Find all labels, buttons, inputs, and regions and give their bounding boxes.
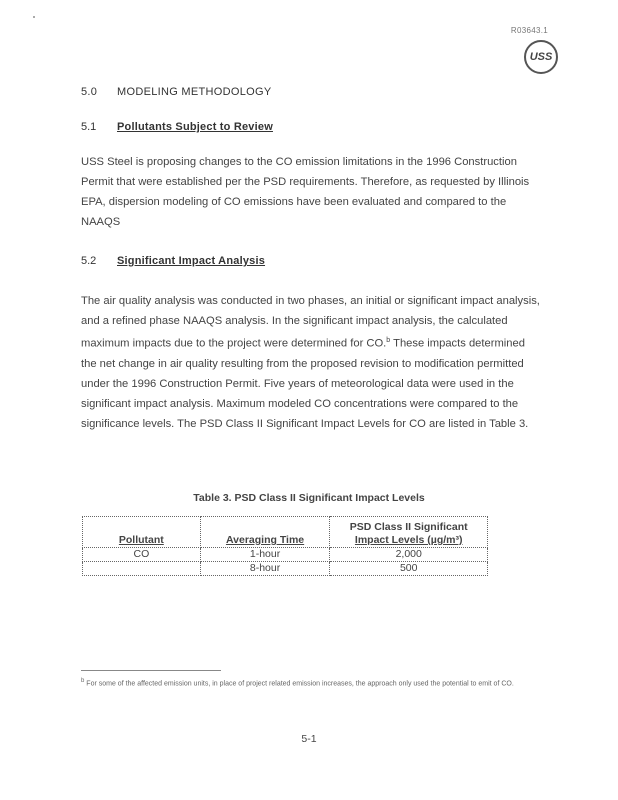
paragraph-pollutants: USS Steel is proposing changes to the CO emission limitations in the 1996 Construction Permit that were established per the PSD requirements. Therefore, as requested by Illinois EPA, dispersion modeling of CO emissions have been evaluated and compared to the NAAQS <box>81 156 530 228</box>
cell-averaging-time: 1-hour <box>200 548 330 562</box>
impact-levels-table <box>82 516 488 576</box>
subsection-heading-5-2 <box>81 255 265 267</box>
section-title: MODELING METHODOLOGY <box>117 86 272 98</box>
cell-impact-level: 2,000 <box>330 548 488 562</box>
paragraph-impact-analysis <box>81 291 543 434</box>
scan-speck <box>33 16 35 18</box>
table-title: Table 3. PSD Class II Significant Impact Levels <box>193 492 425 504</box>
document-id: R03643.1 <box>510 26 548 35</box>
paragraph-text: These impacts determined the net change in air quality resulting from the proposed revision to modification permitted under the 1996 Construction Permit. Five years of meteorological data were used in the significant impact analysis. Maximum modeled CO concentrations were compared to the significance levels. The PSD Class II Significant Impact Levels for CO are listed in Table 3. <box>81 337 529 430</box>
table-row <box>83 562 488 576</box>
cell-impact-level: 500 <box>330 562 488 576</box>
uss-logo-icon <box>524 40 558 74</box>
footnote-text: For some of the affected emission units, in place of project related emission increases, the approach only used the potential to emit of CO. <box>86 680 514 688</box>
cell-averaging-time: 8-hour <box>200 562 330 576</box>
table-row <box>83 548 488 562</box>
subsection-title: Pollutants Subject to Review <box>117 121 273 133</box>
section-heading <box>81 86 272 98</box>
page-number: 5-1 <box>301 733 317 745</box>
subsection-title: Significant Impact Analysis <box>117 255 266 267</box>
column-header-pollutant: Pollutant <box>83 517 201 548</box>
footnote-mark: b <box>81 678 85 684</box>
subsection-heading-5-1 <box>81 121 273 133</box>
column-header-averaging-time: Averaging Time <box>200 517 330 548</box>
subsection-number: 5.1 <box>81 121 97 133</box>
cell-pollutant: CO <box>83 548 201 562</box>
subsection-number: 5.2 <box>81 255 97 267</box>
table-header-row <box>83 517 488 548</box>
section-number: 5.0 <box>81 86 98 98</box>
cell-pollutant <box>83 562 201 576</box>
footnote-reference: b <box>386 337 391 344</box>
logo-text: USS <box>529 51 553 63</box>
column-header-impact-levels: PSD Class II Significant Impact Levels (µg/m³) <box>330 517 488 548</box>
paragraph-text: The air quality analysis was conducted in two phases, an initial or significant impact analysis, and a refined phase NAAQS analysis. In the significant impact analysis, the calculated maximum impacts due to the project were determined for CO. <box>81 295 540 350</box>
footnote <box>81 676 531 689</box>
footnote-divider <box>81 670 221 671</box>
